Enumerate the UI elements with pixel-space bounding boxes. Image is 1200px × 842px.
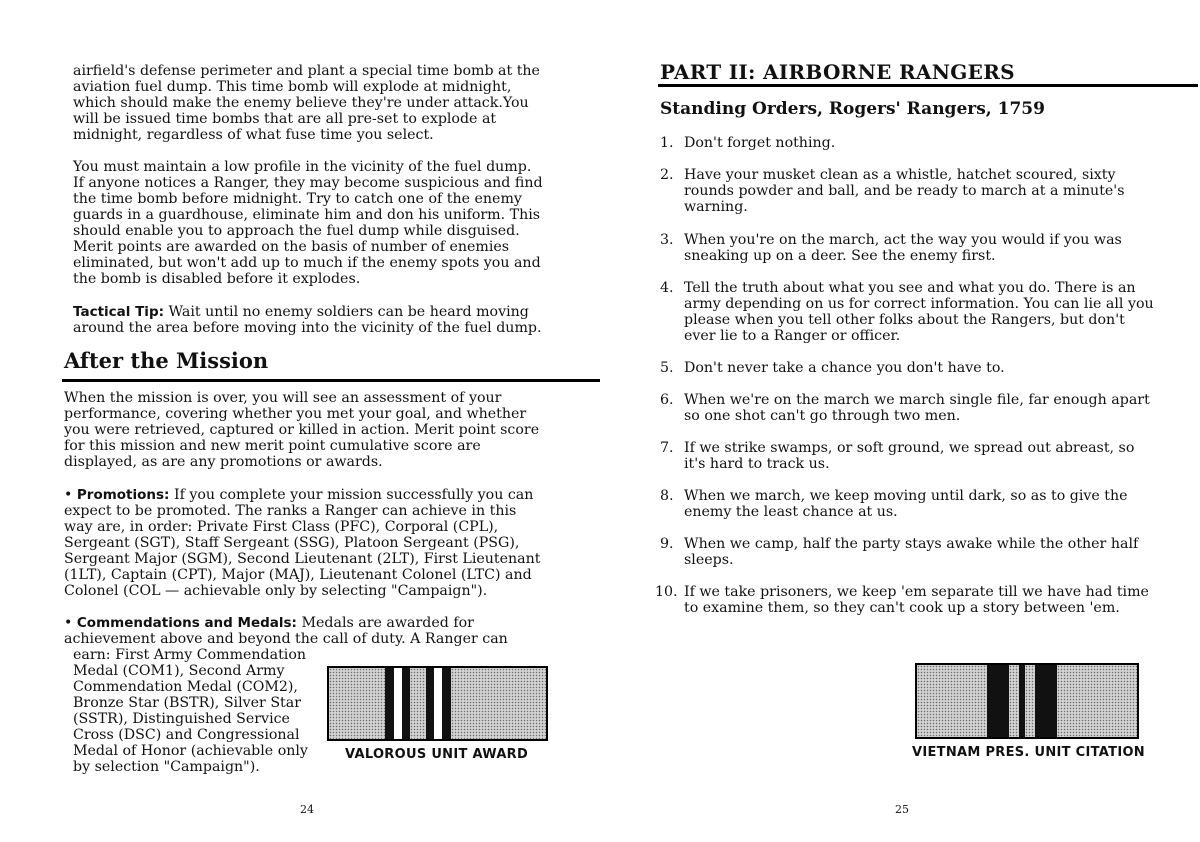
standing-order-item [660, 488, 1160, 520]
commendations-text: Medals are awarded for achievement above and beyond the call of duty. A Ranger can [64, 615, 508, 647]
standing-order-number: 9. [660, 536, 674, 552]
standing-order-item [660, 232, 1160, 264]
section-rule [62, 379, 600, 382]
bullet-promotions [64, 487, 544, 599]
paragraph-low-profile: You must maintain a low profile in the vicinity of the fuel dump. If anyone notices a Ranger, they may become suspicious and find the time bomb before midnight. Try to catch one of the enemy guards in a guardhouse, eliminate him and don his uniform. This should enable you to approach the fuel dump while disguised. Merit points are awarded on the basis of number of enemies eliminated, but won't add up to much if the enemy spots you and the bomb is disabled before it explodes. [73, 159, 543, 287]
standing-order-text: When we march, we keep moving until dark, so as to give the enemy the least chance at us. [684, 488, 1128, 520]
standing-order-item [660, 392, 1160, 424]
part-heading: PART II: AIRBORNE RANGERS [660, 60, 1015, 84]
standing-order-number: 2. [660, 167, 674, 183]
standing-order-number: 7. [660, 440, 674, 456]
standing-order-number: 3. [660, 232, 674, 248]
bullet-mark: • [64, 615, 73, 631]
standing-order-item [655, 584, 1155, 616]
commendations-continued: earn: First Army Commendation Medal (COM1), Second Army Commendation Medal (COM2), Bronze Star (BSTR), Silver Star (SSTR), Distinguished Service Cross (DSC) and Congressional Medal of Honor (achievable only by selection "Campaign"). [73, 647, 308, 775]
commendations-label: Commendations and Medals: [76, 615, 297, 631]
standing-orders-heading: Standing Orders, Rogers' Rangers, 1759 [660, 99, 1045, 119]
vietnam-citation-caption: VIETNAM PRES. UNIT CITATION [912, 745, 1145, 760]
valorous-unit-award-ribbon [327, 666, 548, 741]
standing-order-text: When we're on the march we march single file, far enough apart so one shot can't go through two men. [684, 392, 1150, 424]
page-number-left: 24 [300, 803, 314, 816]
standing-order-number: 5. [660, 360, 674, 376]
standing-order-text: Don't never take a chance you don't have to. [684, 360, 1005, 376]
standing-order-item [660, 280, 1160, 344]
standing-order-number: 8. [660, 488, 674, 504]
standing-order-number: 1. [660, 135, 674, 151]
tactical-tip-label: Tactical Tip: [73, 304, 164, 320]
section-heading-after-mission: After the Mission [64, 348, 269, 373]
tactical-tip-text: Wait until no enemy soldiers can be heard moving around the area before moving into the vicinity of the fuel dump. [73, 304, 542, 336]
standing-order-text: When we camp, half the party stays awake while the other half sleeps. [684, 536, 1139, 568]
bullet-mark: • [64, 487, 73, 503]
standing-order-text: If we take prisoners, we keep 'em separate till we have had time to examine them, so they can't cook up a story between 'em. [684, 584, 1149, 616]
vietnam-citation-ribbon [915, 663, 1139, 739]
standing-order-number: 4. [660, 280, 674, 296]
promotions-label: Promotions: [76, 487, 170, 503]
standing-order-number: 6. [660, 392, 674, 408]
standing-order-text: Tell the truth about what you see and what you do. There is an army depending on us for correct information. You can lie all you please when you tell other folks about the Rangers, but don't ever lie to a Ranger or officer. [684, 280, 1154, 344]
standing-order-number: 10. [655, 584, 678, 600]
part-rule [658, 84, 1198, 87]
paragraph-after-mission: When the mission is over, you will see an assessment of your performance, covering whether you met your goal, and whether you were retrieved, captured or killed in action. Merit point score for this mission and new merit point cumulative score are displayed, as are any promotions or awards. [64, 390, 540, 470]
promotions-text: If you complete your mission successfully you can expect to be promoted. The ranks a Ranger can achieve in this way are, in order: Private First Class (PFC), Corporal (CPL), Sergeant (SGT), Staff Sergeant (SSG), Platoon Sergeant (PSG), Sergeant Major (SGM), Second Lieutenant (2LT), First Lieutenant (1LT), Captain (CPT), Major (MAJ), Lieutenant Colonel (LTC) and Colonel (COL — achievable only by selecting "Campaign"). [64, 487, 541, 599]
standing-order-item [660, 536, 1160, 568]
page-number-right: 25 [895, 803, 909, 816]
valorous-unit-award-caption: VALOROUS UNIT AWARD [345, 747, 529, 762]
paragraph-mission-brief: airfield's defense perimeter and plant a special time bomb at the aviation fuel dump. This time bomb will explode at midnight, which should make the enemy believe they're under attack.You will be issued time bombs that are all pre-set to explode at midnight, regardless of what fuse time you select. [73, 63, 540, 143]
standing-order-text: Don't forget nothing. [684, 135, 836, 151]
standing-order-item [660, 440, 1160, 472]
standing-order-text: If we strike swamps, or soft ground, we spread out abreast, so it's hard to track us. [684, 440, 1135, 472]
standing-order-item [660, 135, 1160, 151]
paragraph-tactical-tip [73, 304, 543, 336]
bullet-commendations [64, 615, 544, 647]
standing-order-text: Have your musket clean as a whistle, hatchet scoured, sixty rounds powder and ball, and be ready to march at a minute's warning. [684, 167, 1125, 215]
standing-order-item [660, 360, 1160, 376]
standing-order-item [660, 167, 1160, 215]
standing-order-text: When you're on the march, act the way you would if you was sneaking up on a deer. See the enemy first. [684, 232, 1122, 264]
